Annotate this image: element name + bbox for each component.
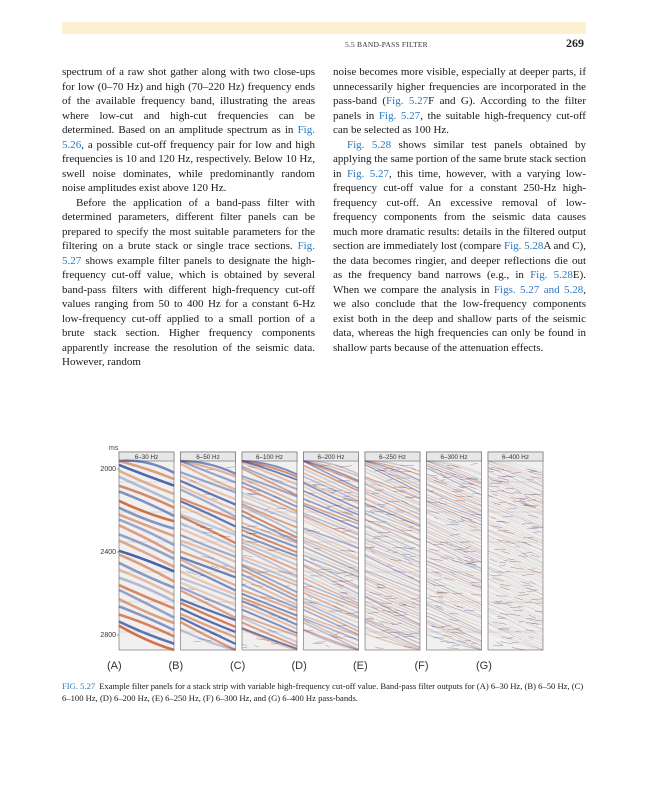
section-title: 5.5 BAND-PASS FILTER xyxy=(345,40,428,49)
paragraph: Fig. 5.28 shows similar test panels obtained by applying the same portion of the same brute stack section in Fig. 5.27, this time, however, with a varying low-frequency cut-off value for a constant 250-Hz high-frequency cut-off. An excessive removal of low-frequency components from the seismic data causes much more dramatic results: details in the filtered output section are immediately lost (compare Fig. 5.28A and C), the data becomes ringier, and deeper reflections die out as the frequency band narrows (e.g., in Fig. 5.28E). When we compare the analysis in Figs. 5.27 and 5.28, we also conclude that the low-frequency components exist both in the deep and shallow parts of the seismic data, whereas the high frequencies can only be found in shallow parts because of the attenuation effects. xyxy=(333,138,586,354)
panel-letter: (A) xyxy=(107,660,122,672)
filter-panel xyxy=(304,452,359,650)
depth-tick-label: 2800 xyxy=(100,632,116,639)
figure-label: FIG. 5.27 xyxy=(62,681,96,691)
figure-reference-link[interactable]: Fig. 5.27 xyxy=(378,109,421,122)
panel-letter: (C) xyxy=(230,660,246,672)
page-number: 269 xyxy=(566,36,584,50)
panel-band-label: 6–100 Hz xyxy=(256,454,283,461)
panel-band-label: 6–300 Hz xyxy=(440,454,468,461)
seismic-panels-image xyxy=(95,440,592,672)
left-column xyxy=(62,65,315,370)
paragraph: Before the application of a band-pass filter with determined parameters, different filter panels can be prepared to specify the most suitable parameters for the filtering on a brute stack or single trace sections. Fig. 5.27 shows example filter panels to designate the high-frequency cut-off value, which is obtained by several band-pass filters with different high-frequency cut-off values ranging from 50 to 400 Hz for a constant 6-Hz low-frequency cut-off applied to a small portion of a brute stack section. Higher frequency components apparently increase the resolution of the seismic data. However, random xyxy=(62,196,315,368)
axis-unit-label: ms xyxy=(109,445,119,452)
filter-panel xyxy=(119,452,174,650)
panel-band-label: 6–250 Hz xyxy=(379,454,406,461)
paragraph: spectrum of a raw shot gather along with two close-ups for low (0–70 Hz) and high (70–220 Hz) frequency ends of the available frequency band, illustrating the areas where low-cut and high-cut frequencies can be determined. Based on an amplitude spectrum as in Fig. 5.26, a possible cut-off frequency pair for low and high frequencies is 10 and 120 Hz, respectively. Below 10 Hz, swell noise dominates, while predominantly random noise amplitudes exist above 120 Hz. xyxy=(62,66,315,194)
filter-panels-figure xyxy=(95,440,592,672)
figure-reference-link[interactable]: Fig. 5.27 xyxy=(62,240,315,267)
running-header xyxy=(62,38,586,52)
figure-reference-link[interactable]: Fig. 5.27 xyxy=(386,95,429,107)
filter-panel xyxy=(427,452,482,650)
figure-caption xyxy=(62,680,592,704)
caption-text: Example filter panels for a stack strip with variable high-frequency cut-off value. Band-pass filter outputs for (A) 6–30 Hz, (B) 6–50 Hz, (C) 6–100 Hz, (D) 6–200 Hz, (E) 6–250 Hz, (F) 6–300 Hz, and (G) 6–400 Hz pass-bands. xyxy=(62,681,584,703)
right-column xyxy=(333,65,586,355)
paragraph: noise becomes more visible, especially at deeper parts, if unnecessarily higher frequencies are incorporated in the pass-band (Fig. 5.27F and G). According to the filter panels in Fig. 5.27, the suitable high-frequency cut-off can be selected as 100 Hz. xyxy=(333,66,586,136)
panel-band-label: 6–50 Hz xyxy=(196,454,220,461)
figure-reference-link[interactable]: Fig. 5.28 xyxy=(503,240,544,252)
filter-panel xyxy=(365,452,420,650)
header-band xyxy=(62,22,586,34)
figure-reference-link[interactable]: Figs. 5.27 and 5.28 xyxy=(493,283,584,296)
panel-letter: (D) xyxy=(291,660,307,672)
filter-panel xyxy=(242,452,297,650)
panel-band-label: 6–30 Hz xyxy=(134,454,159,461)
panel-letter: (F) xyxy=(414,660,429,672)
figure-reference-link[interactable]: Fig. 5.27 xyxy=(346,167,389,180)
filter-panel xyxy=(181,452,236,650)
filter-panel xyxy=(488,452,543,650)
depth-tick-label: 2400 xyxy=(100,549,116,556)
figure-reference-link[interactable]: Fig. 5.28 xyxy=(347,138,392,151)
figure-reference-link[interactable]: Fig. 5.26 xyxy=(62,124,315,151)
figure-reference-link[interactable]: Fig. 5.28 xyxy=(530,269,573,281)
depth-tick-label: 2000 xyxy=(100,466,116,473)
panel-letter: (B) xyxy=(168,660,184,672)
panel-letter: (G) xyxy=(476,660,492,672)
panel-band-label: 6–200 Hz xyxy=(317,454,345,461)
panel-letter: (E) xyxy=(353,660,368,672)
panel-band-label: 6–400 Hz xyxy=(502,454,529,461)
